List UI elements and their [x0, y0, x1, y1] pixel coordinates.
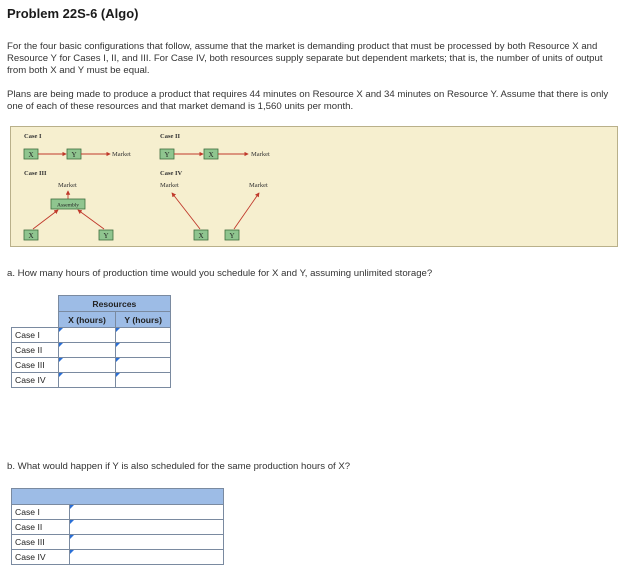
- case-3-box-x: [24, 230, 38, 240]
- table-row: [12, 505, 224, 520]
- case-4-market-right: Market: [249, 182, 268, 189]
- case-1-market: Market: [112, 151, 131, 158]
- svg-text:X: X: [28, 151, 34, 159]
- case-1-label: Case I: [24, 133, 42, 140]
- case-1-box-y: [67, 149, 81, 159]
- svg-text:X: X: [198, 232, 204, 240]
- case-3-box-y: [99, 230, 113, 240]
- resources-header: Resources: [58, 296, 170, 312]
- case-3-y-input[interactable]: [116, 358, 170, 372]
- case-2-box-y: [160, 149, 174, 159]
- case-4-box-y: [225, 230, 239, 240]
- row-label: Case II: [12, 343, 59, 358]
- case-2-x-input[interactable]: [59, 343, 116, 357]
- case-1-answer-input[interactable]: [70, 505, 223, 519]
- table-row: [12, 520, 224, 535]
- svg-text:X: X: [28, 232, 34, 240]
- case-4-x-input[interactable]: [59, 373, 116, 387]
- case-1-y-input[interactable]: [116, 328, 170, 342]
- row-label: Case III: [12, 358, 59, 373]
- case-4-box-x: [194, 230, 208, 240]
- table-row: [12, 358, 171, 373]
- case-2-label: Case II: [160, 133, 181, 140]
- case-2-box-x: [204, 149, 218, 159]
- case-3-answer-input[interactable]: [70, 535, 223, 549]
- col-y-hours: Y (hours): [116, 312, 171, 328]
- case-3-arrow-y: [78, 210, 104, 229]
- case-4-market-left: Market: [160, 182, 179, 189]
- question-a: a. How many hours of production time would you schedule for X and Y, assuming unlimited storage?: [7, 268, 433, 279]
- table-row: [12, 535, 224, 550]
- schedule-table-header: [12, 489, 224, 505]
- svg-text:Assembly: Assembly: [57, 202, 79, 209]
- table-row: [12, 328, 171, 343]
- case-2-market: Market: [251, 151, 270, 158]
- case-4-label: Case IV: [160, 170, 183, 177]
- table-row: [12, 343, 171, 358]
- row-label: Case I: [12, 328, 59, 343]
- case-3-arrow-x: [33, 210, 58, 229]
- row-label: Case IV: [12, 373, 59, 388]
- row-label: Case IV: [12, 550, 70, 565]
- case-4-y-input[interactable]: [116, 373, 170, 387]
- case-3-x-input[interactable]: [59, 358, 116, 372]
- problem-paragraph-2: Plans are being made to produce a product that requires 44 minutes on Resource X and 34 minutes on Resource Y. Assume that there is only one of each of these resources and that market demand is 1,560 units per month.: [7, 89, 609, 112]
- svg-text:Y: Y: [103, 232, 109, 240]
- svg-text:Y: Y: [164, 151, 170, 159]
- svg-text:X: X: [208, 151, 214, 159]
- row-label: Case III: [12, 535, 70, 550]
- table-row: [12, 550, 224, 565]
- case-3-assembly-box: [51, 199, 85, 209]
- case-2-answer-input[interactable]: [70, 520, 223, 534]
- row-label: Case I: [12, 505, 70, 520]
- question-b: b. What would happen if Y is also scheduled for the same production hours of X?: [7, 461, 351, 472]
- case-3-market: Market: [58, 182, 77, 189]
- case-4-arrow-y: [234, 193, 259, 229]
- case-2-y-input[interactable]: [116, 343, 170, 357]
- case-4-answer-input[interactable]: [70, 550, 223, 564]
- table-row: [12, 373, 171, 388]
- problem-paragraph-1: For the four basic configurations that follow, assume that the market is demanding product that must be processed by both Resource X and Resource Y for Cases I, II, and III. For Case IV, both resources supply separate but dependent markets; that is, the number of units of output from both X and Y must be equal.: [7, 41, 603, 76]
- row-label: Case II: [12, 520, 70, 535]
- svg-text:Y: Y: [229, 232, 235, 240]
- schedule-table: [11, 488, 224, 565]
- col-x-hours: X (hours): [58, 312, 116, 328]
- resources-table: [11, 295, 171, 388]
- configurations-figure: [10, 126, 618, 247]
- svg-text:Y: Y: [71, 151, 77, 159]
- problem-title: Problem 22S-6 (Algo): [7, 6, 139, 21]
- case-4-arrow-x: [172, 193, 200, 229]
- case-1-box-x: [24, 149, 38, 159]
- case-3-label: Case III: [24, 170, 47, 177]
- case-1-x-input[interactable]: [59, 328, 116, 342]
